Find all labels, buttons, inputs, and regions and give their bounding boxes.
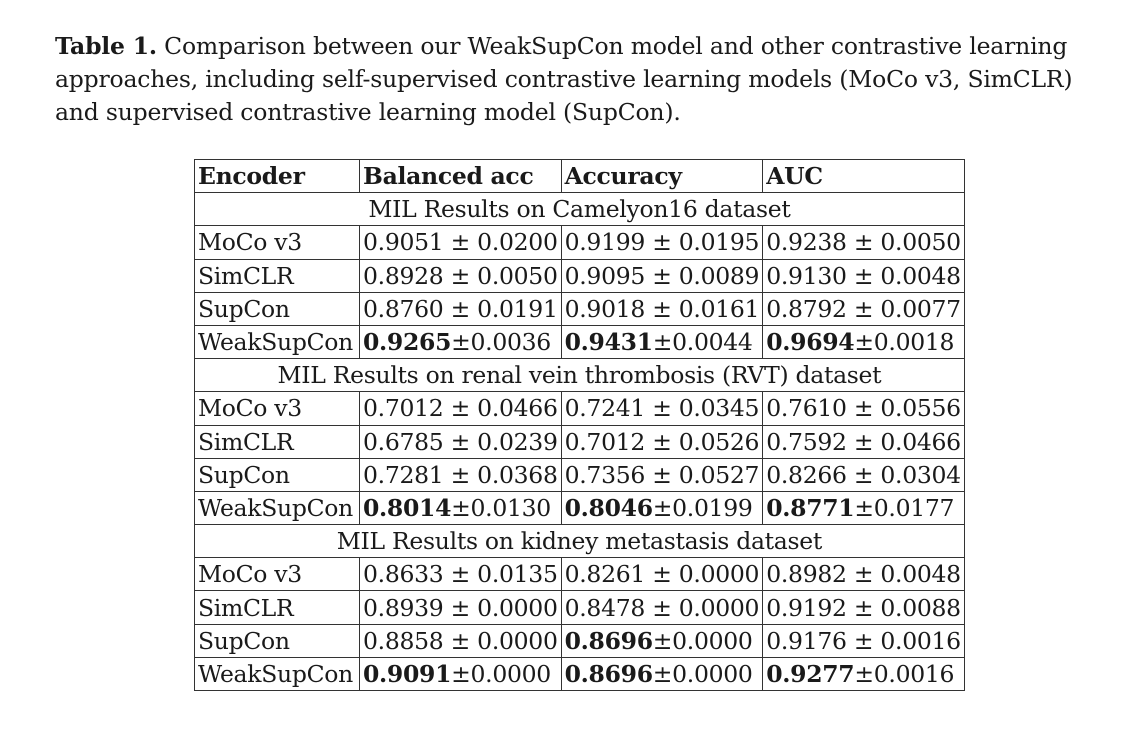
std-value: 0.0088 (880, 593, 961, 622)
header-encoder: Encoder (195, 160, 360, 193)
table-row (195, 458, 965, 491)
std-value: 0.0195 (678, 228, 760, 257)
mean-value: 0.7281 (363, 460, 444, 489)
plus-minus-sign: ± (645, 560, 679, 589)
encoder-cell: SupCon (195, 458, 360, 491)
balanced-acc-cell (360, 491, 562, 524)
mean-value: 0.9199 (564, 228, 646, 257)
auc-cell (763, 325, 965, 358)
mean-value: 0.9018 (564, 294, 646, 323)
table-row (195, 591, 965, 624)
mean-value: 0.7012 (564, 427, 646, 456)
plus-minus-sign: ± (645, 294, 679, 323)
plus-minus-sign: ± (645, 228, 679, 257)
auc-cell (763, 558, 965, 591)
table-row (195, 657, 965, 690)
mean-value: 0.7241 (564, 394, 646, 423)
std-value: 0.0161 (678, 294, 760, 323)
plus-minus-sign: ± (443, 560, 478, 589)
accuracy-cell (561, 259, 763, 292)
std-value: 0.0000 (672, 626, 753, 655)
mean-value: 0.9091 (363, 659, 452, 688)
balanced-acc-cell (360, 226, 562, 259)
std-value: 0.0016 (880, 626, 961, 655)
plus-minus-sign: ± (846, 593, 881, 622)
plus-minus-sign: ± (846, 626, 881, 655)
results-table (194, 159, 965, 691)
std-value: 0.0089 (678, 261, 760, 290)
table-row (195, 491, 965, 524)
balanced-acc-cell (360, 325, 562, 358)
std-value: 0.0000 (678, 593, 760, 622)
plus-minus-sign: ± (443, 626, 478, 655)
mean-value: 0.8760 (363, 294, 444, 323)
mean-value: 0.9694 (766, 328, 855, 357)
std-value: 0.0135 (477, 560, 558, 589)
section-title: MIL Results on renal vein thrombosis (RVT) dataset (195, 359, 965, 392)
mean-value: 0.8046 (564, 493, 653, 522)
auc-cell (763, 491, 965, 524)
std-value: 0.0044 (672, 328, 753, 357)
mean-value: 0.8696 (564, 626, 653, 655)
accuracy-cell (561, 591, 763, 624)
std-value: 0.0466 (880, 427, 961, 456)
balanced-acc-cell (360, 591, 562, 624)
section-title: MIL Results on kidney metastasis dataset (195, 525, 965, 558)
encoder-cell: SupCon (195, 292, 360, 325)
plus-minus-sign: ± (451, 493, 471, 522)
accuracy-cell (561, 292, 763, 325)
mean-value: 0.9051 (363, 228, 444, 257)
std-value: 0.0048 (880, 261, 961, 290)
mean-value: 0.8014 (363, 493, 452, 522)
mean-value: 0.6785 (363, 427, 444, 456)
std-value: 0.0368 (477, 460, 558, 489)
accuracy-cell (561, 425, 763, 458)
std-value: 0.0050 (477, 261, 558, 290)
std-value: 0.0345 (678, 394, 760, 423)
table-row (195, 624, 965, 657)
encoder-cell: WeakSupCon (195, 325, 360, 358)
table-caption (55, 30, 1105, 129)
plus-minus-sign: ± (846, 228, 881, 257)
auc-cell (763, 425, 965, 458)
std-value: 0.0130 (470, 493, 551, 522)
accuracy-cell (561, 325, 763, 358)
mean-value: 0.9431 (564, 328, 653, 357)
std-value: 0.0200 (477, 228, 558, 257)
plus-minus-sign: ± (846, 394, 881, 423)
std-value: 0.0177 (873, 493, 955, 522)
std-value: 0.0000 (477, 593, 558, 622)
plus-minus-sign: ± (652, 493, 673, 522)
caption-label: Table 1. (55, 32, 157, 60)
plus-minus-sign: ± (846, 460, 881, 489)
auc-cell (763, 392, 965, 425)
std-value: 0.0050 (880, 228, 961, 257)
balanced-acc-cell (360, 657, 562, 690)
balanced-acc-cell (360, 558, 562, 591)
plus-minus-sign: ± (846, 261, 881, 290)
plus-minus-sign: ± (645, 593, 679, 622)
accuracy-cell (561, 558, 763, 591)
plus-minus-sign: ± (443, 261, 478, 290)
balanced-acc-cell (360, 425, 562, 458)
plus-minus-sign: ± (846, 560, 881, 589)
std-value: 0.0016 (873, 659, 955, 688)
plus-minus-sign: ± (451, 659, 471, 688)
mean-value: 0.7356 (564, 460, 646, 489)
balanced-acc-cell (360, 292, 562, 325)
plus-minus-sign: ± (645, 394, 679, 423)
mean-value: 0.9130 (766, 261, 847, 290)
std-value: 0.0018 (873, 328, 955, 357)
std-value: 0.0527 (678, 460, 760, 489)
header-auc: AUC (763, 160, 965, 193)
table-row (195, 325, 965, 358)
auc-cell (763, 624, 965, 657)
encoder-cell: WeakSupCon (195, 657, 360, 690)
std-value: 0.0036 (470, 328, 551, 357)
encoder-cell: SimCLR (195, 259, 360, 292)
mean-value: 0.8478 (564, 593, 646, 622)
accuracy-cell (561, 624, 763, 657)
plus-minus-sign: ± (652, 659, 673, 688)
std-value: 0.0077 (880, 294, 961, 323)
plus-minus-sign: ± (443, 294, 478, 323)
mean-value: 0.8792 (766, 294, 847, 323)
section-row (195, 525, 965, 558)
std-value: 0.0466 (477, 394, 558, 423)
section-row (195, 193, 965, 226)
encoder-cell: MoCo v3 (195, 558, 360, 591)
mean-value: 0.8858 (363, 626, 444, 655)
mean-value: 0.8982 (766, 560, 847, 589)
accuracy-cell (561, 657, 763, 690)
accuracy-cell (561, 226, 763, 259)
mean-value: 0.8939 (363, 593, 444, 622)
std-value: 0.0304 (880, 460, 961, 489)
auc-cell (763, 226, 965, 259)
balanced-acc-cell (360, 259, 562, 292)
mean-value: 0.8928 (363, 261, 444, 290)
accuracy-cell (561, 491, 763, 524)
plus-minus-sign: ± (652, 328, 673, 357)
mean-value: 0.9238 (766, 228, 847, 257)
table-body (195, 193, 965, 691)
encoder-cell: SimCLR (195, 591, 360, 624)
mean-value: 0.9265 (363, 328, 452, 357)
std-value: 0.0239 (477, 427, 558, 456)
auc-cell (763, 259, 965, 292)
plus-minus-sign: ± (854, 328, 874, 357)
auc-cell (763, 458, 965, 491)
std-value: 0.0556 (880, 394, 961, 423)
plus-minus-sign: ± (443, 427, 478, 456)
auc-cell (763, 657, 965, 690)
table-row (195, 226, 965, 259)
mean-value: 0.9192 (766, 593, 847, 622)
auc-cell (763, 292, 965, 325)
accuracy-cell (561, 392, 763, 425)
table-row (195, 259, 965, 292)
header-row (195, 160, 965, 193)
plus-minus-sign: ± (443, 228, 478, 257)
plus-minus-sign: ± (854, 659, 874, 688)
table-row (195, 292, 965, 325)
plus-minus-sign: ± (443, 460, 478, 489)
mean-value: 0.8261 (564, 560, 646, 589)
plus-minus-sign: ± (846, 427, 881, 456)
std-value: 0.0000 (470, 659, 551, 688)
plus-minus-sign: ± (645, 427, 679, 456)
std-value: 0.0191 (477, 294, 558, 323)
table-row (195, 558, 965, 591)
plus-minus-sign: ± (443, 593, 478, 622)
plus-minus-sign: ± (443, 394, 478, 423)
mean-value: 0.8696 (564, 659, 653, 688)
header-accuracy: Accuracy (561, 160, 763, 193)
mean-value: 0.9095 (564, 261, 646, 290)
encoder-cell: MoCo v3 (195, 392, 360, 425)
plus-minus-sign: ± (854, 493, 874, 522)
plus-minus-sign: ± (451, 328, 471, 357)
std-value: 0.0000 (672, 659, 753, 688)
plus-minus-sign: ± (652, 626, 673, 655)
mean-value: 0.8771 (766, 493, 855, 522)
header-balanced-acc: Balanced acc (360, 160, 562, 193)
mean-value: 0.7610 (766, 394, 847, 423)
balanced-acc-cell (360, 624, 562, 657)
accuracy-cell (561, 458, 763, 491)
table-row (195, 392, 965, 425)
mean-value: 0.9277 (766, 659, 855, 688)
mean-value: 0.8266 (766, 460, 847, 489)
plus-minus-sign: ± (645, 460, 679, 489)
encoder-cell: WeakSupCon (195, 491, 360, 524)
std-value: 0.0048 (880, 560, 961, 589)
plus-minus-sign: ± (846, 294, 881, 323)
encoder-cell: SupCon (195, 624, 360, 657)
std-value: 0.0000 (678, 560, 760, 589)
balanced-acc-cell (360, 458, 562, 491)
std-value: 0.0000 (477, 626, 558, 655)
table-row (195, 425, 965, 458)
balanced-acc-cell (360, 392, 562, 425)
mean-value: 0.7012 (363, 394, 444, 423)
plus-minus-sign: ± (645, 261, 679, 290)
section-title: MIL Results on Camelyon16 dataset (195, 193, 965, 226)
std-value: 0.0199 (672, 493, 753, 522)
mean-value: 0.9176 (766, 626, 847, 655)
encoder-cell: SimCLR (195, 425, 360, 458)
encoder-cell: MoCo v3 (195, 226, 360, 259)
std-value: 0.0526 (678, 427, 760, 456)
section-row (195, 359, 965, 392)
mean-value: 0.7592 (766, 427, 847, 456)
auc-cell (763, 591, 965, 624)
caption-text: Comparison between our WeakSupCon model and other contrastive learning approaches, including self-supervised contrastive learning models (MoCo v3, SimCLR) and supervised contrastive learning model (SupCon). (55, 32, 1073, 126)
mean-value: 0.8633 (363, 560, 444, 589)
